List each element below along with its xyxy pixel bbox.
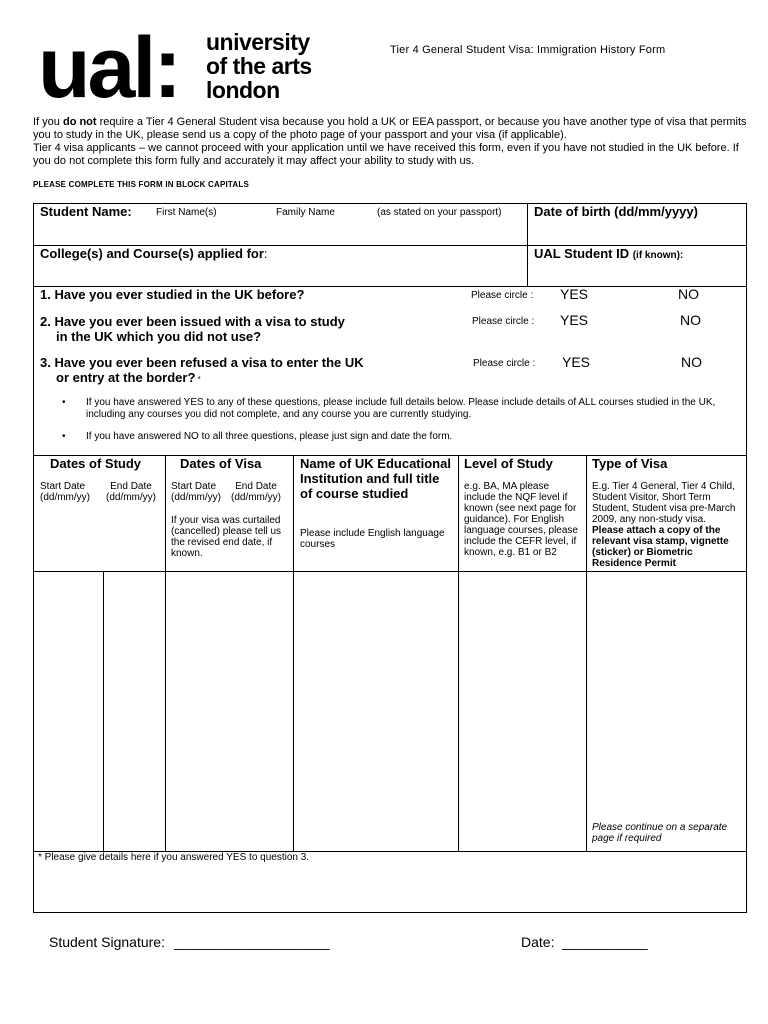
question-2-no[interactable]: NO — [680, 312, 701, 328]
first-names-label: First Name(s) — [156, 207, 217, 218]
student-signature-label: Student Signature: — [49, 934, 165, 950]
type-of-visa-note: E.g. Tier 4 General, Tier 4 Child, Student Visitor, Short Term Student, Student visa pre-March 2009, any non-study visa. Please attach a copy of the relevant visa stamp, vignette (sticker) or Biometric Residence Permit — [592, 481, 736, 569]
date-field[interactable]: ___________ — [562, 934, 648, 950]
ual-logo-mark: ual: — [38, 20, 179, 116]
block-capitals-note: PLEASE COMPLETE THIS FORM IN BLOCK CAPITALS — [33, 180, 250, 189]
question-1-yes[interactable]: YES — [560, 286, 589, 302]
bullet-text-yes: If you have answered YES to any of these questions, please include full details below. Please include details of ALL courses studied in the UK, including any courses you did not complete, and any course you are currently studying. — [86, 397, 716, 420]
passport-note: (as stated on your passport) — [377, 207, 502, 218]
question-1-no[interactable]: NO — [678, 286, 699, 302]
form-title: Tier 4 General Student Visa: Immigration History Form — [390, 44, 666, 56]
intro-paragraph-1: If you do not require a Tier 4 General Student visa because you hold a UK or EEA passport, or because you have another type of visa that permits you to study in the UK, please send us a copy of the photo page of your passport and your visa (if applicable). — [33, 116, 747, 141]
bullet-dot-1: • — [62, 397, 66, 408]
continue-note: Please continue on a separate page if required — [592, 822, 728, 844]
college-course-label: College(s) and Course(s) applied for: — [40, 246, 268, 261]
ual-student-id-field[interactable] — [528, 263, 746, 284]
question-2: 2. Have you ever been issued with a visa to study in the UK which you did not use? — [40, 314, 345, 344]
college-course-field[interactable] — [34, 263, 526, 284]
study-end-date-cell[interactable] — [103, 571, 164, 849]
logo-line-1: university — [206, 29, 310, 55]
type-of-visa-cell[interactable] — [586, 571, 746, 849]
bullet-text-no: If you have answered NO to all three questions, please just sign and date the form. — [86, 431, 453, 442]
student-signature-field[interactable]: ____________________ — [174, 934, 330, 950]
question-1-circle-label: Please circle : — [471, 290, 534, 301]
study-start-date-label: Start Date (dd/mm/yy) — [40, 481, 90, 503]
dates-of-visa-header: Dates of Visa — [180, 456, 262, 471]
question-3: 3. Have you ever been refused a visa to enter the UK or entry at the border? * — [40, 355, 364, 385]
question-2-circle-label: Please circle : — [472, 316, 535, 327]
type-of-visa-header: Type of Visa — [592, 456, 668, 471]
question-3-details-field[interactable] — [34, 866, 746, 912]
visa-start-date-label: Start Date (dd/mm/yy) — [171, 481, 221, 503]
family-name-label: Family Name — [276, 207, 335, 218]
level-of-study-header: Level of Study — [464, 456, 553, 471]
visa-end-date-label: End Date (dd/mm/yy) — [231, 481, 281, 503]
bullet-dot-2: • — [62, 431, 66, 442]
institution-cell[interactable] — [293, 571, 457, 849]
question-2-yes[interactable]: YES — [560, 312, 589, 328]
question-3-details-label: * Please give details here if you answered YES to question 3. — [38, 852, 310, 863]
visa-curtailed-note: If your visa was curtailed (cancelled) please tell us the revised end date, if known. — [171, 515, 282, 559]
question-3-yes[interactable]: YES — [562, 354, 591, 370]
student-name-label: Student Name: — [40, 204, 132, 219]
intro-text — [33, 116, 753, 168]
level-of-study-note: e.g. BA, MA please include the NQF level if known (see next page for guidance). For English language courses, please include the CEFR level, if known, e.g. B1 or B2 — [464, 481, 578, 558]
visa-dates-cell[interactable] — [165, 571, 292, 849]
ual-student-id-label: UAL Student ID (if known): — [534, 246, 684, 261]
level-of-study-cell[interactable] — [458, 571, 585, 849]
institution-note: Please include English language courses — [300, 528, 445, 550]
date-of-birth-field[interactable] — [528, 221, 746, 243]
institution-header: Name of UK Educational Institution and full title of course studied — [300, 456, 451, 501]
ual-logo-text — [206, 30, 312, 102]
logo-line-3: london — [206, 77, 280, 103]
study-start-date-cell[interactable] — [34, 571, 102, 849]
question-3-circle-label: Please circle : — [473, 358, 536, 369]
date-of-birth-label: Date of birth (dd/mm/yyyy) — [534, 204, 698, 219]
logo-line-2: of the arts — [206, 53, 312, 79]
study-end-date-label: End Date (dd/mm/yy) — [106, 481, 156, 503]
student-name-field[interactable] — [34, 221, 526, 243]
dates-of-study-header: Dates of Study — [50, 456, 142, 471]
date-label: Date: — [521, 934, 555, 950]
intro-paragraph-2: Tier 4 visa applicants – we cannot proceed with your application until we have received this form, even if you have not studied in the UK before. If you do not complete this form fully and accurately it may affect your ability to study with us. — [33, 142, 739, 167]
question-1: 1. Have you ever studied in the UK before? — [40, 287, 305, 302]
question-3-no[interactable]: NO — [681, 354, 702, 370]
